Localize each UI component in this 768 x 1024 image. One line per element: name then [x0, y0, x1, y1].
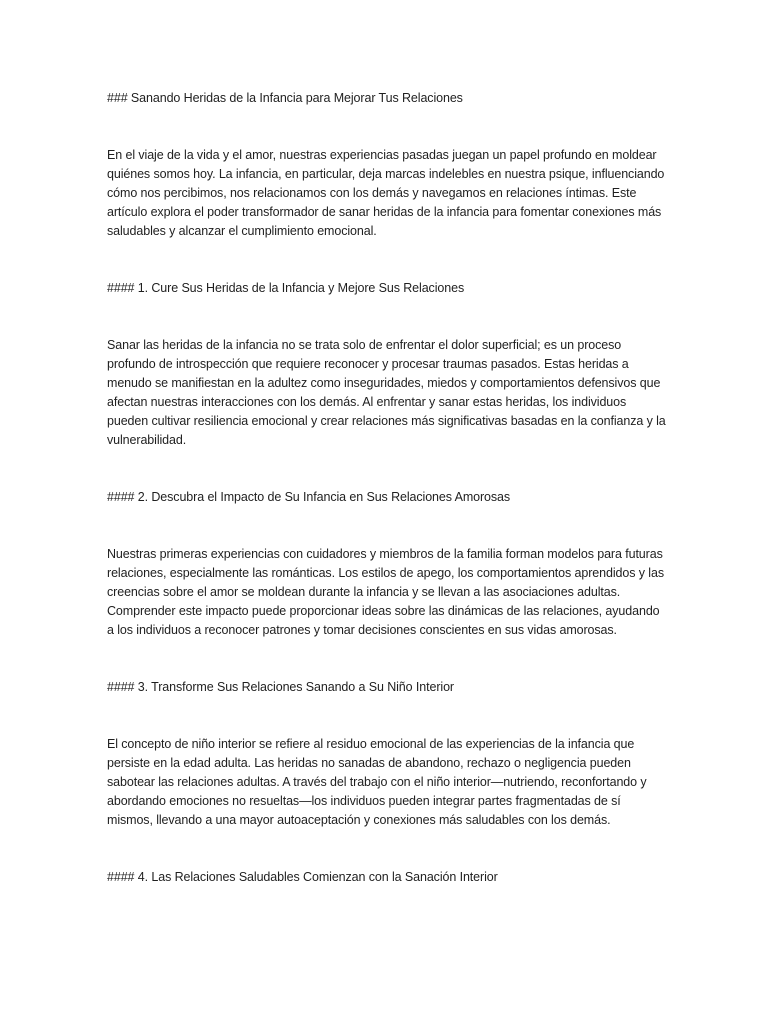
spacer — [107, 830, 667, 868]
section-1-body: Sanar las heridas de la infancia no se trata solo de enfrentar el dolor superficial; es un proceso profundo de introspección que requiere reconocer y procesar traumas pasados. Estas heridas a menudo se manifiestan en la adultez como inseguridades, miedos y comportamientos defensivos que afectan nuestras interacciones con los demás. Al enfrentar y sanar estas heridas, los individuos pueden cultivar resiliencia emocional y crear relaciones más significativas basadas en la confianza y la vulnerabilidad. — [107, 338, 666, 447]
spacer — [107, 450, 667, 488]
document-title: ### Sanando Heridas de la Infancia para Mejorar Tus Relaciones — [107, 91, 463, 105]
section-2-heading: #### 2. Descubra el Impacto de Su Infancia en Sus Relaciones Amorosas — [107, 490, 511, 504]
section-3-heading: #### 3. Transforme Sus Relaciones Sanando a Su Niño Interior — [107, 680, 454, 694]
section-4-heading: #### 4. Las Relaciones Saludables Comienzan con la Sanación Interior — [107, 870, 498, 884]
spacer — [107, 697, 667, 735]
section-2-body: Nuestras primeras experiencias con cuidadores y miembros de la familia forman modelos para futuras relaciones, especialmente las románticas. Los estilos de apego, los comportamientos aprendidos y las creencias sobre el amor se moldean durante la infancia y se llevan a las asociaciones adultas. Comprender este impacto puede proporcionar ideas sobre las dinámicas de las relaciones, ayudando a los individuos a reconocer patrones y tomar decisiones conscientes en sus vidas amorosas. — [107, 547, 664, 637]
section-1-heading: #### 1. Cure Sus Heridas de la Infancia y Mejore Sus Relaciones — [107, 281, 465, 295]
spacer — [107, 241, 667, 279]
spacer — [107, 507, 667, 545]
spacer — [107, 108, 667, 146]
spacer — [107, 640, 667, 678]
document-page — [107, 89, 667, 887]
intro-paragraph: En el viaje de la vida y el amor, nuestras experiencias pasadas juegan un papel profundo en moldear quiénes somos hoy. La infancia, en particular, deja marcas indelebles en nuestra psique, influenciando cómo nos percibimos, nos relacionamos con los demás y navegamos en relaciones íntimas. Este artículo explora el poder transformador de sanar heridas de la infancia para fomentar conexiones más saludables y alcanzar el cumplimiento emocional. — [107, 148, 665, 238]
spacer — [107, 298, 667, 336]
section-3-body: El concepto de niño interior se refiere al residuo emocional de las experiencias de la infancia que persiste en la edad adulta. Las heridas no sanadas de abandono, rechazo o negligencia pueden sabotear las relaciones adultas. A través del trabajo con el niño interior—nutriendo, reconfortando y abordando emociones no resueltas—los individuos pueden integrar partes fragmentadas de sí mismos, llevando a una mayor autoaceptación y conexiones más saludables con los demás. — [107, 737, 647, 827]
